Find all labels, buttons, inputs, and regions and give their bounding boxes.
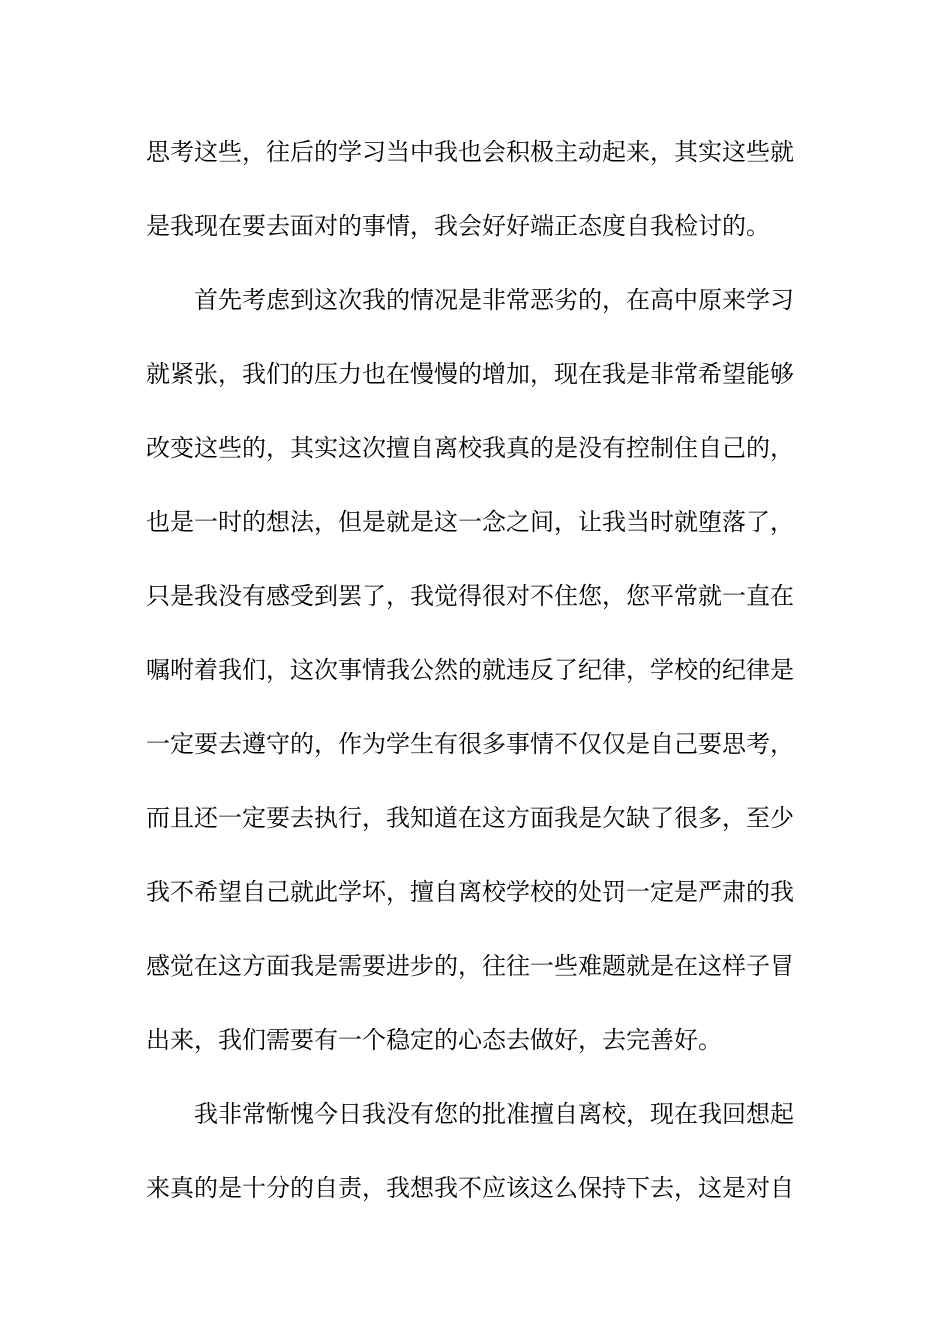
text-line: 也是一时的想法，但是就是这一念之间，让我当时就堕落了， — [146, 508, 794, 536]
text-line: 来真的是十分的自责，我想我不应该这么保持下去，这是对自 — [146, 1174, 794, 1202]
text-line: 出来，我们需要有一个稳定的心态去做好，去完善好。 — [146, 1026, 722, 1054]
text-line: 嘱咐着我们，这次事情我公然的就违反了纪律，学校的纪律是 — [146, 656, 794, 684]
text-line: 只是我没有感受到罢了，我觉得很对不住您，您平常就一直在 — [146, 582, 794, 610]
text-line: 而且还一定要去执行，我知道在这方面我是欠缺了很多，至少 — [146, 804, 794, 832]
text-line: 一定要去遵守的，作为学生有很多事情不仅仅是自己要思考， — [146, 730, 794, 758]
text-line: 我非常惭愧今日我没有您的批准擅自离校，现在我回想起 — [146, 1100, 794, 1128]
text-line: 感觉在这方面我是需要进步的，往往一些难题就是在这样子冒 — [146, 952, 794, 980]
text-line: 首先考虑到这次我的情况是非常恶劣的，在高中原来学习 — [146, 286, 794, 314]
text-line: 我不希望自己就此学坏，擅自离校学校的处罚一定是严肃的我 — [146, 878, 794, 906]
text-line: 改变这些的，其实这次擅自离校我真的是没有控制住自己的， — [146, 434, 794, 462]
text-line: 是我现在要去面对的事情，我会好好端正态度自我检讨的。 — [146, 212, 770, 240]
text-line: 就紧张，我们的压力也在慢慢的增加，现在我是非常希望能够 — [146, 360, 794, 388]
text-line: 思考这些，往后的学习当中我也会积极主动起来，其实这些就 — [146, 138, 794, 166]
body-text — [146, 130, 806, 1240]
